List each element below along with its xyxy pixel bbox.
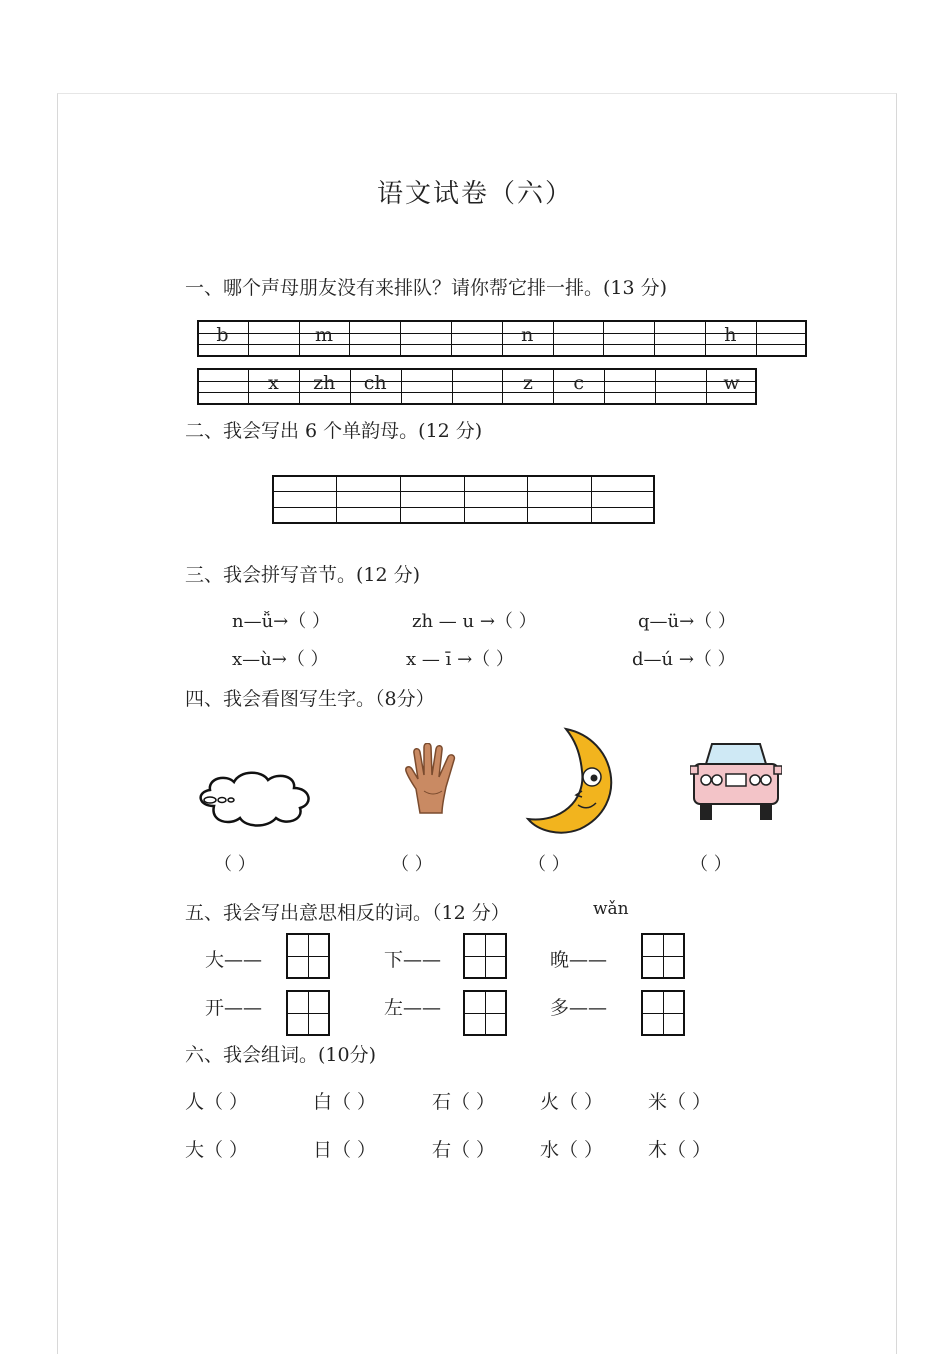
section-4-heading: 四、我会看图写生字。（8分） xyxy=(185,688,435,710)
grid-divider xyxy=(527,477,528,522)
word-item-8[interactable]: 右（ ） xyxy=(432,1139,496,1161)
grid-divider xyxy=(248,322,249,355)
antonym-prompt-5: 左—— xyxy=(384,997,442,1019)
syllable-item-3: q—ü→（ ） xyxy=(638,611,736,632)
word-item-1[interactable]: 人（ ） xyxy=(185,1091,249,1113)
initial-letter: z xyxy=(522,372,533,394)
word-item-9[interactable]: 水（ ） xyxy=(540,1139,604,1161)
picture-answer-blank-4[interactable]: （ ） xyxy=(690,854,732,875)
grid-divider xyxy=(553,322,554,355)
syllable-item-5: x — ī →（ ） xyxy=(406,649,514,670)
section-2-heading: 二、我会写出 6 个单韵母。(12 分) xyxy=(185,420,483,442)
grid-divider xyxy=(603,322,604,355)
write-box-3[interactable] xyxy=(641,933,685,979)
pinyin-hint: wǎn xyxy=(593,899,629,919)
grid-divider xyxy=(349,322,350,355)
initial-letter: m xyxy=(314,324,333,346)
grid-divider xyxy=(591,477,592,522)
section-5-heading: 五、我会写出意思相反的词。（12 分） xyxy=(185,902,510,924)
initial-letter: x xyxy=(267,372,279,394)
antonym-prompt-4: 开—— xyxy=(205,997,263,1019)
moon-picture xyxy=(520,725,624,837)
picture-answer-blank-2[interactable]: （ ） xyxy=(391,854,433,875)
section-3-heading: 三、我会拼写音节。(12 分) xyxy=(185,564,421,586)
word-item-2[interactable]: 白（ ） xyxy=(313,1091,377,1113)
write-box-2[interactable] xyxy=(463,933,507,979)
hand-picture xyxy=(402,743,470,815)
grid-divider xyxy=(400,477,401,522)
grid-divider xyxy=(654,322,655,355)
grid-divider xyxy=(452,370,453,403)
antonym-prompt-1: 大—— xyxy=(205,949,263,971)
grid-divider xyxy=(604,370,605,403)
word-item-6[interactable]: 大（ ） xyxy=(185,1139,249,1161)
grid-divider xyxy=(464,477,465,522)
syllable-item-1: n—ǚ→（ ） xyxy=(232,611,330,632)
antonym-prompt-3: 晚—— xyxy=(550,949,608,971)
initial-letter: w xyxy=(723,372,740,394)
word-item-10[interactable]: 木（ ） xyxy=(648,1139,712,1161)
word-item-3[interactable]: 石（ ） xyxy=(432,1091,496,1113)
write-box-4[interactable] xyxy=(286,990,330,1036)
grid-divider xyxy=(400,322,401,355)
initial-letter: ch xyxy=(363,372,387,394)
grid-divider xyxy=(655,370,656,403)
grid-divider xyxy=(401,370,402,403)
word-item-4[interactable]: 火（ ） xyxy=(540,1091,604,1113)
section-1-heading: 一、哪个声母朋友没有来排队？请你帮它排一排。(13 分) xyxy=(185,277,668,299)
page-title: 语文试卷（六） xyxy=(376,179,573,209)
syllable-item-6: d—ú →（ ） xyxy=(632,649,736,670)
cloud-picture xyxy=(192,768,316,830)
grid-divider xyxy=(451,322,452,355)
grid-divider xyxy=(336,477,337,522)
initial-letter: zh xyxy=(313,372,336,394)
initial-letter: b xyxy=(216,324,229,346)
syllable-item-4: x—ù→（ ） xyxy=(232,649,329,670)
write-box-5[interactable] xyxy=(463,990,507,1036)
section-6-heading: 六、我会组词。(10分) xyxy=(185,1044,377,1066)
word-item-5[interactable]: 米（ ） xyxy=(648,1091,712,1113)
vowel-grid xyxy=(272,475,655,524)
antonym-prompt-2: 下—— xyxy=(384,949,442,971)
word-item-7[interactable]: 日（ ） xyxy=(313,1139,377,1161)
car-picture xyxy=(690,740,782,824)
initial-letter: h xyxy=(724,324,737,346)
write-box-6[interactable] xyxy=(641,990,685,1036)
write-box-1[interactable] xyxy=(286,933,330,979)
grid-divider xyxy=(756,322,757,355)
picture-answer-blank-1[interactable]: （ ） xyxy=(214,854,256,875)
picture-answer-blank-3[interactable]: （ ） xyxy=(528,854,570,875)
initial-letter: n xyxy=(521,324,534,346)
antonym-prompt-6: 多—— xyxy=(550,997,608,1019)
initial-letter: c xyxy=(573,372,585,394)
syllable-item-2: zh — u →（ ） xyxy=(412,611,537,632)
